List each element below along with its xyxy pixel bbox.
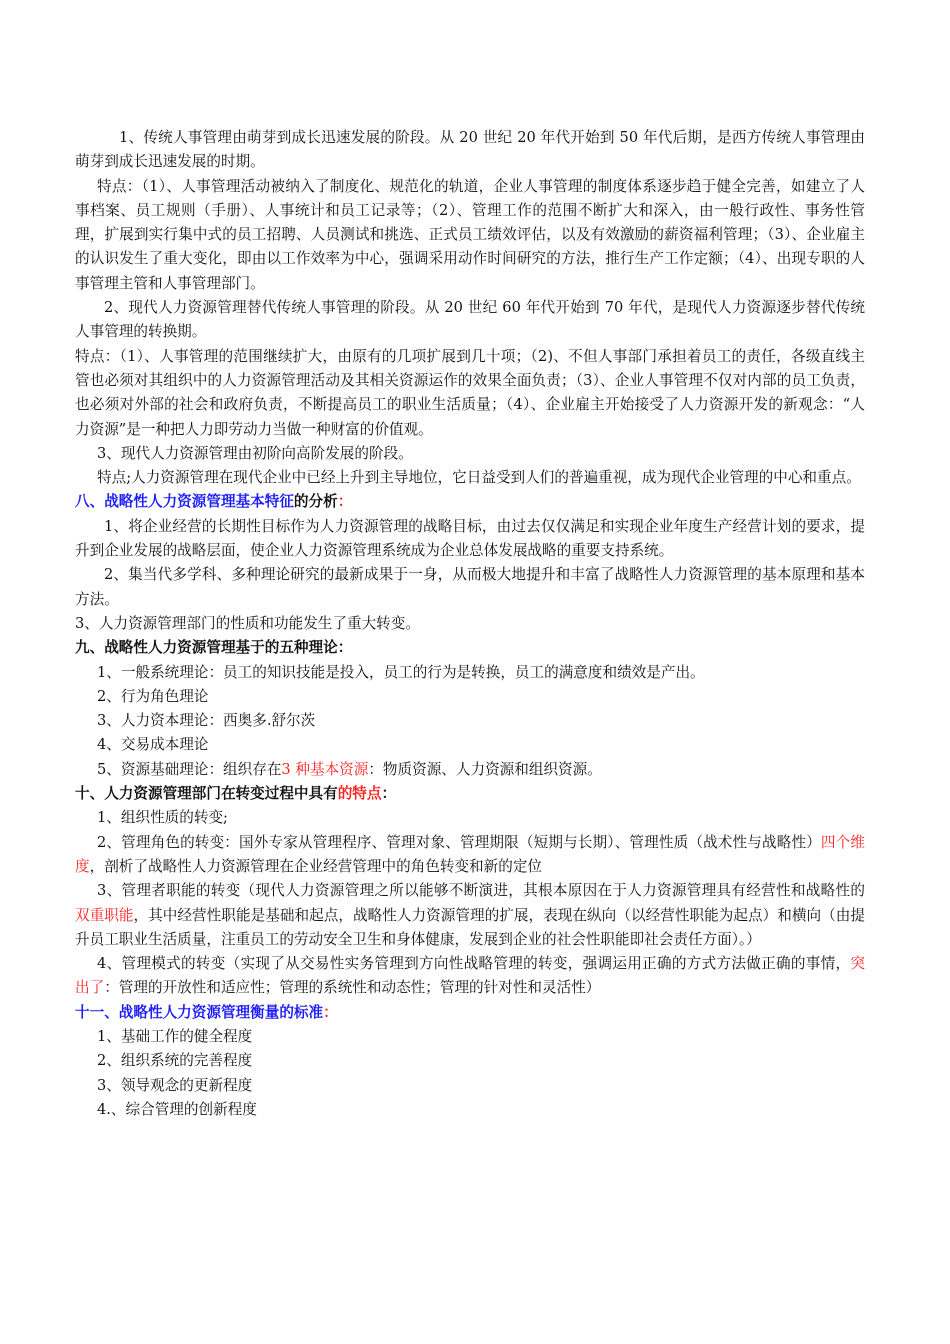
section-eight-item-1: 1、将企业经营的长期性目标作为人力资源管理的战略目标，由过去仅仅满足和实现企业年度生产经营计划的要求，提升到企业发展的战略层面，使企业人力资源管理系统成为企业总体发展战略的重要支持系统。 [75, 517, 865, 560]
section-eleven-heading [75, 1001, 865, 1025]
section-ten-item-2-pre: 2、管理角色的转变：国外专家从管理程序、管理对象、管理期限（短期与长期）、管理性质（战术性与战略性） [97, 833, 821, 851]
section-nine-item-5-pre: 5、资源基础理论：组织存在 [97, 760, 282, 778]
stage2-paragraph: 2、现代人力资源管理替代传统人事管理的阶段。从 20 世纪 60 年代开始到 70 年代，是现代人力资源逐步替代传统人事管理的转换期。 [75, 299, 865, 341]
section-eleven-item-2: 2、组织系统的完善程度 [97, 1052, 253, 1070]
section-ten-item-4-pre: 4、管理模式的转变（实现了从交易性实务管理到方向性战略管理的转变，强调运用正确的方式方法做正确的事情， [97, 955, 851, 973]
section-nine-item-4: 4、交易成本理论 [97, 736, 209, 754]
section-nine-item-5 [75, 758, 865, 782]
section-nine-item-5-highlight: 3 种基本资源 [281, 760, 369, 778]
section-eight-item-3: 3、人力资源管理部门的性质和功能发生了重大转变。 [75, 614, 420, 632]
document-page [75, 126, 865, 1122]
section-nine-item-3: 3、人力资本理论：西奥多.舒尔茨 [97, 712, 316, 730]
section-eight-heading-tail: 的分析 [293, 493, 338, 511]
section-ten-item-4-highlight: 突出了 [75, 955, 865, 997]
section-ten-item-2-highlight: 四个维度 [75, 833, 865, 875]
section-nine-heading: 九、战略性人力资源管理基于的五种理论： [75, 639, 353, 657]
section-eight-heading [75, 490, 865, 514]
section-eleven-item-3: 3、领导观念的更新程度 [97, 1076, 253, 1094]
stage3-features-paragraph: 特点;人力资源管理在现代企业中已经上升到主导地位，它日益受到人们的普遍重视，成为现代企业管理的中心和重点。 [97, 469, 861, 487]
section-eight-heading-blue: 八、战略性人力资源管理基本特征 [75, 493, 294, 511]
section-ten-heading-highlight: 的特点 [337, 785, 382, 803]
section-ten-item-3-highlight: 双重职能 [75, 906, 134, 924]
section-nine-item-2: 2、行为角色理论 [97, 687, 209, 705]
section-ten-item-1: 1、组织性质的转变; [97, 809, 228, 827]
section-ten-heading-colon: ： [381, 785, 397, 803]
section-ten-item-4-post: ：管理的开放性和适应性；管理的系统性和动态性；管理的针对性和灵活性） [104, 979, 601, 997]
stage1-features-paragraph: 特点：（1）、人事管理活动被纳入了制度化、规范化的轨道，企业人事管理的制度体系逐步趋于健全完善，如建立了人事档案、员工规则（手册）、人事统计和员工记录等；（2）、管理工作的范围不断扩大和深入，由一般行政性、事务性管理，扩展到实行集中式的员工招聘、人员测试和挑选、正式员工绩效评估，以及有效激励的薪资福利管理；（3）、企业雇主的认识发生了重大变化，即由以工作效率为中心，强调采用动作时间研究的方法，推行生产工作定额；（4）、出现专职的人事管理主管和人事管理部门。 [75, 177, 865, 292]
section-eleven-heading-blue: 十一、战略性人力资源管理衡量的标准 [75, 1003, 324, 1021]
section-ten-item-2-post: ，剖析了战略性人力资源管理在企业经营管理中的角色转变和新的定位 [89, 857, 543, 875]
stage1-paragraph: 1、传统人事管理由萌芽到成长迅速发展的阶段。从 20 世纪 20 年代开始到 50 年代后期，是西方传统人事管理由萌芽到成长迅速发展的时期。 [75, 129, 865, 171]
section-ten-item-3-post: ，其中经营性职能是基础和起点，战略性人力资源管理的扩展，表现在纵向（以经营性职能为起点）和横向（由提升员工职业生活质量，注重员工的劳动安全卫生和身体健康，发展到企业的社会性职能即社会责任方面）。） [75, 906, 865, 948]
section-ten-item-4 [75, 952, 865, 1001]
section-ten-item-3-pre: 3、管理者职能的转变（现代人力资源管理之所以能够不断演进，其根本原因在于人力资源管理具有经营性和战略性的 [97, 882, 865, 900]
section-nine-item-1: 1、一般系统理论：员工的知识技能是投入，员工的行为是转换，员工的满意度和绩效是产出。 [97, 663, 705, 681]
section-ten-item-2 [75, 831, 865, 880]
section-ten-item-3 [75, 879, 865, 952]
section-eleven-item-4: 4.、综合管理的创新程度 [97, 1100, 257, 1118]
stage2-features-paragraph: 特点：（1）、人事管理的范围继续扩大，由原有的几项扩展到几十项；（2)、不但人事部门承担着员工的责任，各级直线主管也必须对其组织中的人力资源管理活动及其相关资源运作的效果全面负责；（3）、企业人事管理不仅对内部的员工负责，也必须对外部的社会和政府负责，不断提高员工的职业生活质量；（4）、企业雇主开始接受了人力资源开发的新观念：“人力资源”是一种把人力即劳动力当做一种财富的价值观。 [75, 347, 865, 438]
section-nine-item-5-post: ：物质资源、人力资源和组织资源。 [368, 760, 602, 778]
section-eight-item-2: 2、集当代多学科、多种理论研究的最新成果于一身，从而极大地提升和丰富了战略性人力资源管理的基本原理和基本方法。 [75, 566, 865, 608]
section-eleven-item-1: 1、基础工作的健全程度 [97, 1027, 253, 1045]
stage3-paragraph: 3、现代人力资源管理由初阶向高阶发展的阶段。 [97, 444, 413, 462]
section-eleven-heading-colon: ： [323, 1003, 338, 1021]
section-ten-heading [75, 782, 865, 806]
section-eight-heading-colon: ： [337, 493, 353, 511]
section-ten-heading-pre: 十、人力资源管理部门在转变过程中具有 [75, 785, 338, 803]
